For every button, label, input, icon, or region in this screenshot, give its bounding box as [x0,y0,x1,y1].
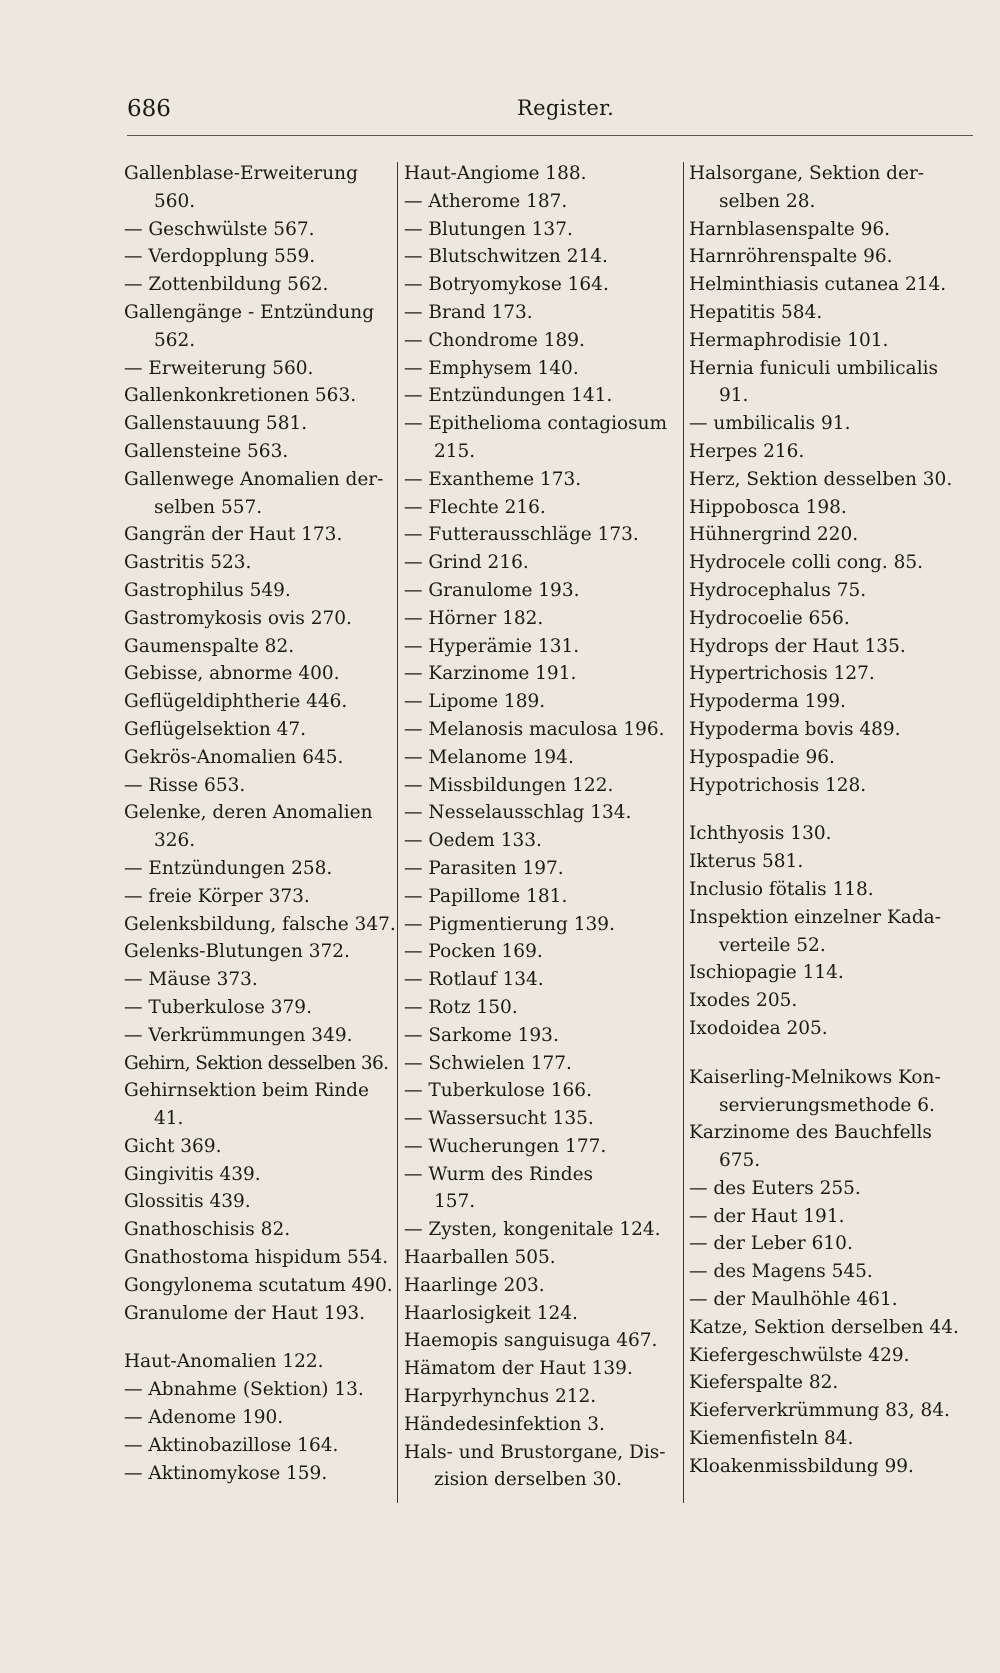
index-entry: Hydrops der Haut 135. [689,635,906,657]
index-entry: Hämatom der Haut 139. [404,1358,633,1380]
index-entry: Gelenksbildung, falsche 347. [124,913,396,935]
index-entry-continuation: 675. [719,1150,761,1172]
index-entry: Haarballen 505. [404,1247,556,1269]
index-entry: Ichthyosis 130. [689,823,832,845]
index-entry: — Wurm des Rindes [404,1163,594,1185]
index-entry: Hypertrichosis 127. [689,663,875,685]
index-entry: — Wucherungen 177. [404,1135,607,1157]
index-entry-continuation: 215. [434,440,476,462]
index-entry: — der Leber 610. [689,1233,853,1255]
index-entry: — freie Körper 373. [124,885,310,907]
index-entry: Harnröhrenspalte 96. [689,246,893,268]
index-entry: — Entzündungen 141. [404,385,613,407]
index-entry: Händedesinfektion 3. [404,1413,605,1435]
index-entry: — Lipome 189. [404,691,546,713]
column-divider [683,162,684,1503]
index-entry: Gelenks-Blutungen 372. [124,941,350,963]
index-entry: — Wassersucht 135. [404,1108,594,1130]
index-entry: — Rotlauf 134. [404,969,544,991]
index-entry: Kieferverkrümmung 83, 84. [689,1400,950,1422]
index-entry: — Grind 216. [404,552,529,574]
index-entry: Gehirn, Sektion desselben 36. [124,1052,389,1074]
index-entry-continuation: selben 28. [719,190,816,212]
index-entry: — Blutungen 137. [404,218,573,240]
index-entry: — Papillome 181. [404,885,568,907]
index-entry: Kiemenfisteln 84. [689,1428,854,1450]
index-entry: Hepatitis 584. [689,301,823,323]
index-entry: — Verkrümmungen 349. [124,1024,353,1046]
index-entry: Gehirnsektion beim Rinde [124,1080,369,1102]
index-entry-continuation: zision derselben 30. [434,1469,623,1491]
index-entry: Haut-Angiome 188. [404,163,587,184]
index-entry: — Karzinome 191. [404,663,577,685]
index-entry: — Aktinobazillose 164. [124,1434,339,1456]
index-entry: Kiefergeschwülste 429. [689,1344,910,1366]
index-entry: — Pigmentierung 139. [404,913,615,935]
index-entry: — Zottenbildung 562. [124,274,329,296]
index-entry: Harnblasenspalte 96. [689,218,891,240]
index-entry: Gingivitis 439. [124,1163,261,1185]
index-entry: Gangrän der Haut 173. [124,524,343,546]
index-entry-continuation: 326. [154,830,196,852]
index-entry: Gelenke, deren Anomalien [124,802,373,824]
index-entry: — Botryomykose 164. [404,274,609,296]
index-entry: Kloakenmissbildung 99. [689,1455,914,1477]
index-entry: — Brand 173. [404,301,533,323]
index-entry: Gallenwege Anomalien der- [124,468,384,490]
index-entry: — Erweiterung 560. [124,357,314,379]
index-entry: — Abnahme (Sektion) 13. [124,1379,364,1401]
index-entry: — Epithelioma contagiosum [404,413,668,435]
index-entry-continuation: 41. [154,1108,184,1130]
index-entry: Haemopis sanguisuga 467. [404,1330,658,1352]
index-entry: Gastritis 523. [124,552,252,574]
index-entry: Gnathoschisis 82. [124,1219,291,1241]
index-entry: Gastrophilus 549. [124,579,291,601]
index-entry: — Melanosis maculosa 196. [404,718,665,740]
index-entry: Gallenblase-Erweiterung [124,163,358,184]
index-entry: — Entzündungen 258. [124,857,333,879]
index-entry: Haarlosigkeit 124. [404,1302,578,1324]
index-entry: Hypoderma 199. [689,691,846,713]
index-entry: — Flechte 216. [404,496,546,518]
index-entry: Karzinome des Bauchfells [689,1122,932,1144]
index-entry: Granulome der Haut 193. [124,1302,366,1324]
index-entry: — Melanome 194. [404,746,574,768]
index-entry: Gallenstauung 581. [124,413,308,435]
index-entry: Harpyrhynchus 212. [404,1386,597,1408]
index-entry: Hydrocele colli cong. 85. [689,552,924,574]
index-column-3 [689,160,973,1481]
index-entry-continuation: 560. [154,190,196,212]
page-number: 686 [127,96,171,122]
index-entry: Gallenkonkretionen 563. [124,385,357,407]
index-entry: Geflügeldiphtherie 446. [124,691,348,713]
index-entry: Kaiserling-Melnikows Kon- [689,1066,941,1088]
index-entry: Gnathostoma hispidum 554. [124,1247,389,1269]
index-entry: — Geschwülste 567. [124,218,315,240]
index-entry: Kieferspalte 82. [689,1372,839,1394]
index-entry: — Oedem 133. [404,830,542,852]
index-entry: Gebisse, abnorme 400. [124,663,340,685]
index-entry: — Adenome 190. [124,1407,284,1429]
index-entry: — Emphysem 140. [404,357,579,379]
index-entry: — des Magens 545. [689,1261,873,1283]
index-entry-continuation: verteile 52. [719,934,826,956]
index-entry: Ikterus 581. [689,851,804,873]
index-entry: — Parasiten 197. [404,857,564,879]
index-entry: Gaumenspalte 82. [124,635,295,657]
index-entry: — der Maulhöhle 461. [689,1289,898,1311]
index-entry: Inclusio fötalis 118. [689,878,874,900]
index-entry: — Rotz 150. [404,996,518,1018]
index-entry: Hypoderma bovis 489. [689,718,901,740]
index-entry: Hypospadie 96. [689,746,835,768]
index-entry: Gicht 369. [124,1135,222,1157]
index-entry: — Nesselausschlag 134. [404,802,632,824]
index-entry: Gallensteine 563. [124,440,289,462]
index-entry: Halsorgane, Sektion der- [689,163,925,184]
index-entry: — Blutschwitzen 214. [404,246,608,268]
index-entry: — Verdopplung 559. [124,246,316,268]
index-entry: — Aktinomykose 159. [124,1462,328,1484]
index-entry: — Zysten, kongenitale 124. [404,1219,661,1241]
index-entry: — Atherome 187. [404,190,568,212]
index-entry: Gongylonema scutatum 490. [124,1274,393,1296]
index-entry: Gallengänge - Entzündung [124,301,375,323]
column-divider [397,162,398,1503]
index-entry: Hydrocephalus 75. [689,579,867,601]
index-entry-continuation: 157. [434,1191,476,1213]
index-entry: — des Euters 255. [689,1177,861,1199]
index-entry: Gastromykosis ovis 270. [124,607,352,629]
index-entry: Ischiopagie 114. [689,962,844,984]
index-entry-continuation: 91. [719,385,749,407]
index-entry: — Tuberkulose 166. [404,1080,592,1102]
index-entry: Gekrös-Anomalien 645. [124,746,344,768]
index-entry: Hermaphrodisie 101. [689,329,889,351]
index-entry: — Hyperämie 131. [404,635,580,657]
index-entry-continuation: selben 557. [154,496,263,518]
index-entry: Hippobosca 198. [689,496,847,518]
index-entry: — Futterausschläge 173. [404,524,639,546]
index-entry: Helminthiasis cutanea 214. [689,274,947,296]
index-column-2 [404,160,676,1494]
index-entry: Hernia funiculi umbilicalis [689,357,939,379]
index-entry: — der Haut 191. [689,1205,845,1227]
index-entry: Inspektion einzelner Kada- [689,906,941,928]
index-entry: Geflügelsektion 47. [124,718,307,740]
index-entry: — Granulome 193. [404,579,580,601]
index-entry: Hydrocoelie 656. [689,607,850,629]
index-entry: Hühnergrind 220. [689,524,859,546]
index-entry-continuation: servierungsmethode 6. [719,1094,935,1116]
index-entry: — umbilicalis 91. [689,413,851,435]
index-entry: Katze, Sektion derselben 44. [689,1316,959,1338]
index-entry: — Exantheme 173. [404,468,582,490]
index-column-1 [124,160,396,1487]
header-rule [127,135,973,136]
index-entry: — Missbildungen 122. [404,774,614,796]
index-entry: Glossitis 439. [124,1191,251,1213]
index-entry-continuation: 562. [154,329,196,351]
index-entry: Hypotrichosis 128. [689,774,867,796]
index-entry: Haut-Anomalien 122. [124,1351,324,1373]
index-entry: — Pocken 169. [404,941,543,963]
index-entry: — Schwielen 177. [404,1052,572,1074]
index-entry: Ixodoidea 205. [689,1017,828,1039]
index-entry: Herpes 216. [689,440,805,462]
index-entry: — Risse 653. [124,774,246,796]
index-entry: Herz, Sektion desselben 30. [689,468,953,490]
index-entry: — Mäuse 373. [124,969,258,991]
index-entry: Ixodes 205. [689,990,798,1012]
index-entry: Hals- und Brustorgane, Dis- [404,1441,666,1463]
page-header [127,96,973,136]
running-title: Register. [517,96,615,120]
index-entry: — Chondrome 189. [404,329,585,351]
index-entry: — Sarkome 193. [404,1024,559,1046]
index-entry: Haarlinge 203. [404,1274,545,1296]
index-entry: — Hörner 182. [404,607,544,629]
index-entry: — Tuberkulose 379. [124,996,312,1018]
